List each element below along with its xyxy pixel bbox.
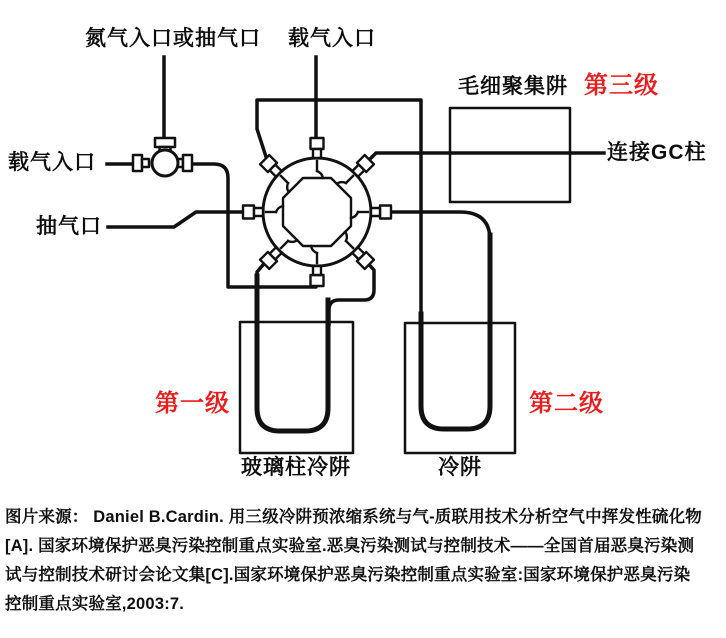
figure-caption (5, 503, 723, 619)
stage2-label: 第二级 (529, 390, 604, 417)
three-way-valve-cap (155, 138, 175, 147)
gc-column-label: 连接GC柱 (607, 141, 707, 164)
three-way-valve-left-fitting (133, 155, 142, 171)
stage1-label: 第一级 (155, 390, 230, 417)
three-way-valve-body (152, 150, 178, 176)
u-tubes (257, 235, 490, 431)
gc-column-line (366, 153, 604, 163)
pump-port-line (108, 212, 247, 227)
caption-line: [A]. 国家环境保护恶臭污染控制重点实验室.恶臭污染测试与控制技术——全国首届恶臭污染测 (5, 537, 695, 555)
glass-trap-label: 玻璃柱冷阱 (241, 456, 351, 479)
trap-boxes (240, 108, 570, 453)
pump-port-label: 抽气口 (36, 215, 102, 238)
trap1-u-tube (257, 276, 328, 431)
nitrogen-inlet-label: 氮气入口或抽气口 (85, 27, 261, 50)
capillary-trap-label: 毛细聚集阱 (458, 75, 568, 98)
carrier-top-label: 载气入口 (288, 27, 376, 50)
capillary-trap-box (450, 108, 570, 202)
right-port-to-trap2-line (386, 212, 490, 318)
caption-line: 图片来源： Daniel B.Cardin. 用三级冷阱预浓缩系统与气-质联用技术分析空气中挥发性硫化物 (5, 508, 703, 526)
stage3-label: 第三级 (584, 72, 659, 99)
caption-line: 控制重点实验室,2003:7. (5, 595, 185, 613)
caption-line: 试与控制技术研讨会论文集[C].国家环境保护恶臭污染控制重点实验室:国家环境保护恶臭污染 (5, 566, 691, 584)
three-way-valve-right-fitting (183, 155, 192, 171)
rotary-valve (243, 138, 391, 286)
three-way-valve (133, 138, 192, 176)
carrier-left-label: 载气入口 (8, 151, 96, 174)
trap2-u-tube (421, 235, 490, 429)
cold-trap-label: 冷阱 (438, 456, 482, 479)
